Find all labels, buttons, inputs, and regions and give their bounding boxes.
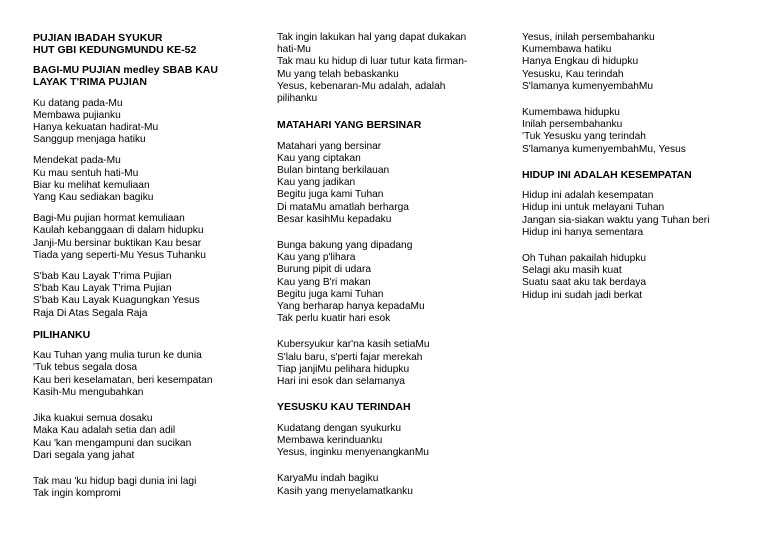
lyric-line: Selagi aku masih kuat xyxy=(522,265,622,277)
column-1 xyxy=(33,32,261,509)
stanza xyxy=(277,473,507,497)
document-title-line: PUJIAN IBADAH SYUKUR xyxy=(33,32,163,44)
lyric-line: Kau 'kan mengampuni dan sucikan xyxy=(33,437,192,449)
lyric-line: Burung pipit di udara xyxy=(277,264,372,276)
stanza xyxy=(277,32,507,105)
lyric-line: Kasih yang menyelamatkanku xyxy=(277,485,413,497)
lyric-line: pilihanku xyxy=(277,93,318,105)
lyric-line: Kudatang dengan syukurku xyxy=(277,422,402,434)
stanza xyxy=(522,107,762,156)
song-title-matahari: MATAHARI YANG BERSINAR xyxy=(277,119,422,132)
lyric-line: S'lalu baru, s'perti fajar merekah xyxy=(277,351,423,363)
lyric-line: Kaulah kebanggaan di dalam hidupku xyxy=(33,225,204,237)
lyric-line: Jangan sia-siakan waktu yang Tuhan beri xyxy=(522,214,710,226)
stanza xyxy=(277,423,507,460)
lyric-line: Sanggup menjaga hatiku xyxy=(33,134,146,146)
column-3 xyxy=(522,32,762,311)
lyric-line: Janji-Mu bersinar buktikan Kau besar xyxy=(33,237,202,249)
song-title-line: LAYAK T'RIMA PUJIAN xyxy=(33,76,147,89)
lyric-line: Tak ingin lakukan hal yang dapat dukakan xyxy=(277,32,467,43)
document-title xyxy=(33,32,261,57)
lyric-line: Hidup ini adalah kesempatan xyxy=(522,190,654,202)
stanza xyxy=(33,350,261,399)
lyric-line: Yesus, inginku menyenangkanMu xyxy=(277,447,429,459)
stanza xyxy=(33,271,261,320)
stanza xyxy=(33,213,261,262)
stanza xyxy=(277,339,507,388)
stanza xyxy=(277,141,507,226)
stanza xyxy=(522,32,762,93)
song-title-hidup-ini: HIDUP INI ADALAH KESEMPATAN xyxy=(522,168,692,181)
lyric-line: Hanya Engkau di hidupku xyxy=(522,56,639,68)
lyric-line: S'bab Kau Layak T'rima Pujian xyxy=(33,271,172,283)
lyric-line: Kau yang jadikan xyxy=(277,177,356,189)
song-title-bagimu-pujian xyxy=(33,64,261,89)
lyric-line: Bunga bakung yang dipadang xyxy=(277,240,413,252)
lyric-line: Hanya kekuatan hadirat-Mu xyxy=(33,122,159,134)
lyric-line: Tiada yang seperti-Mu Yesus Tuhanku xyxy=(33,249,206,261)
lyric-line: Suatu saat aku tak berdaya xyxy=(522,277,647,289)
lyric-line: Kumembawa hidupku xyxy=(522,107,620,119)
lyric-line: Yesus, inilah persembahanku xyxy=(522,32,655,43)
lyric-line: Kau yang B'ri makan xyxy=(277,276,371,288)
lyric-line: 'Tuk tebus segala dosa xyxy=(33,362,138,374)
lyric-line: Kau yang ciptakan xyxy=(277,152,361,164)
lyric-line: Kau yang p'lihara xyxy=(277,252,356,264)
lyric-line: Tak ingin kompromi xyxy=(33,488,121,500)
lyric-line: Mu yang telah bebaskanku xyxy=(277,68,399,80)
song-title-yesusku: YESUSKU KAU TERINDAH xyxy=(277,401,411,414)
stanza xyxy=(33,413,261,462)
lyric-line: Ku mau sentuh hati-Mu xyxy=(33,167,139,179)
lyric-line: Hidup ini untuk melayani Tuhan xyxy=(522,202,665,214)
lyric-line: Di mataMu amatlah berharga xyxy=(277,201,409,213)
lyric-line: Hidup ini hanya sementara xyxy=(522,226,644,238)
lyric-line: Kubersyukur kar'na kasih setiaMu xyxy=(277,339,430,351)
song-title-pilihanku: PILIHANKU xyxy=(33,328,91,341)
lyric-line: Hari ini esok dan selamanya xyxy=(277,376,405,388)
lyric-line: Maka Kau adalah setia dan adil xyxy=(33,425,176,437)
column-2 xyxy=(277,32,507,507)
lyric-line: Bulan bintang berkilauan xyxy=(277,165,390,177)
lyric-line: Tiap janjiMu pelihara hidupku xyxy=(277,363,410,375)
lyric-line: Yesusku, Kau terindah xyxy=(522,68,624,80)
lyric-line: Besar kasihMu kepadaku xyxy=(277,213,392,225)
lyric-line: Dari segala yang jahat xyxy=(33,449,135,461)
lyric-line: Hidup ini sudah jadi berkat xyxy=(522,289,643,301)
stanza xyxy=(277,240,507,325)
lyric-line: Tak perlu kuatir hari esok xyxy=(277,313,391,325)
lyric-line: Inilah persembahanku xyxy=(522,119,623,131)
lyric-line: 'Tuk Yesusku yang terindah xyxy=(522,131,646,143)
lyric-line: S'lamanya kumenyembahMu xyxy=(522,80,654,92)
lyric-line: Yesus, kebenaran-Mu adalah, adalah xyxy=(277,80,446,92)
lyric-line: S'bab Kau Layak Kuagungkan Yesus xyxy=(33,295,200,307)
lyric-line: Yang Kau sediakan bagiku xyxy=(33,192,154,204)
lyric-line: Matahari yang bersinar xyxy=(277,140,382,152)
lyric-line: Jika kuakui semua dosaku xyxy=(33,413,153,425)
document-title-line: HUT GBI KEDUNGMUNDU KE-52 xyxy=(33,44,197,57)
lyric-line: Membawa kerinduanku xyxy=(277,434,383,446)
lyric-line: KaryaMu indah bagiku xyxy=(277,473,379,485)
lyric-line: Bagi-Mu pujian hormat kemuliaan xyxy=(33,213,185,225)
lyric-line: Tak mau 'ku hidup bagi dunia ini lagi xyxy=(33,475,197,487)
lyric-line: Biar ku melihat kemuliaan xyxy=(33,179,150,191)
lyric-line: hati-Mu xyxy=(277,44,311,56)
stanza xyxy=(33,476,261,500)
lyric-line: Yang berharap hanya kepadaMu xyxy=(277,301,425,313)
stanza xyxy=(522,253,762,302)
lyric-line: Oh Tuhan pakailah hidupku xyxy=(522,253,647,265)
lyric-line: Kumembawa hatiku xyxy=(522,44,612,56)
song-title-line: BAGI-MU PUJIAN medley SBAB KAU xyxy=(33,63,218,76)
stanza xyxy=(33,98,261,147)
lyric-line: Mendekat pada-Mu xyxy=(33,155,121,167)
stanza xyxy=(522,190,762,239)
lyric-line: S'bab Kau Layak T'rima Pujian xyxy=(33,283,172,295)
lyric-line: Ku datang pada-Mu xyxy=(33,97,123,109)
lyric-line: Begitu juga kami Tuhan xyxy=(277,288,384,300)
lyric-line: Kasih-Mu mengubahkan xyxy=(33,386,144,398)
stanza xyxy=(33,155,261,204)
lyric-line: Kau Tuhan yang mulia turun ke dunia xyxy=(33,350,202,362)
lyric-line: Begitu juga kami Tuhan xyxy=(277,189,384,201)
lyric-line: Kau beri keselamatan, beri kesempatan xyxy=(33,374,213,386)
lyric-line: Membawa pujianku xyxy=(33,109,121,121)
lyric-line: Tak mau ku hidup di luar tutur kata firman- xyxy=(277,56,468,68)
lyric-line: S'lamanya kumenyembahMu, Yesus xyxy=(522,143,686,155)
lyric-line: Raja Di Atas Segala Raja xyxy=(33,307,148,319)
